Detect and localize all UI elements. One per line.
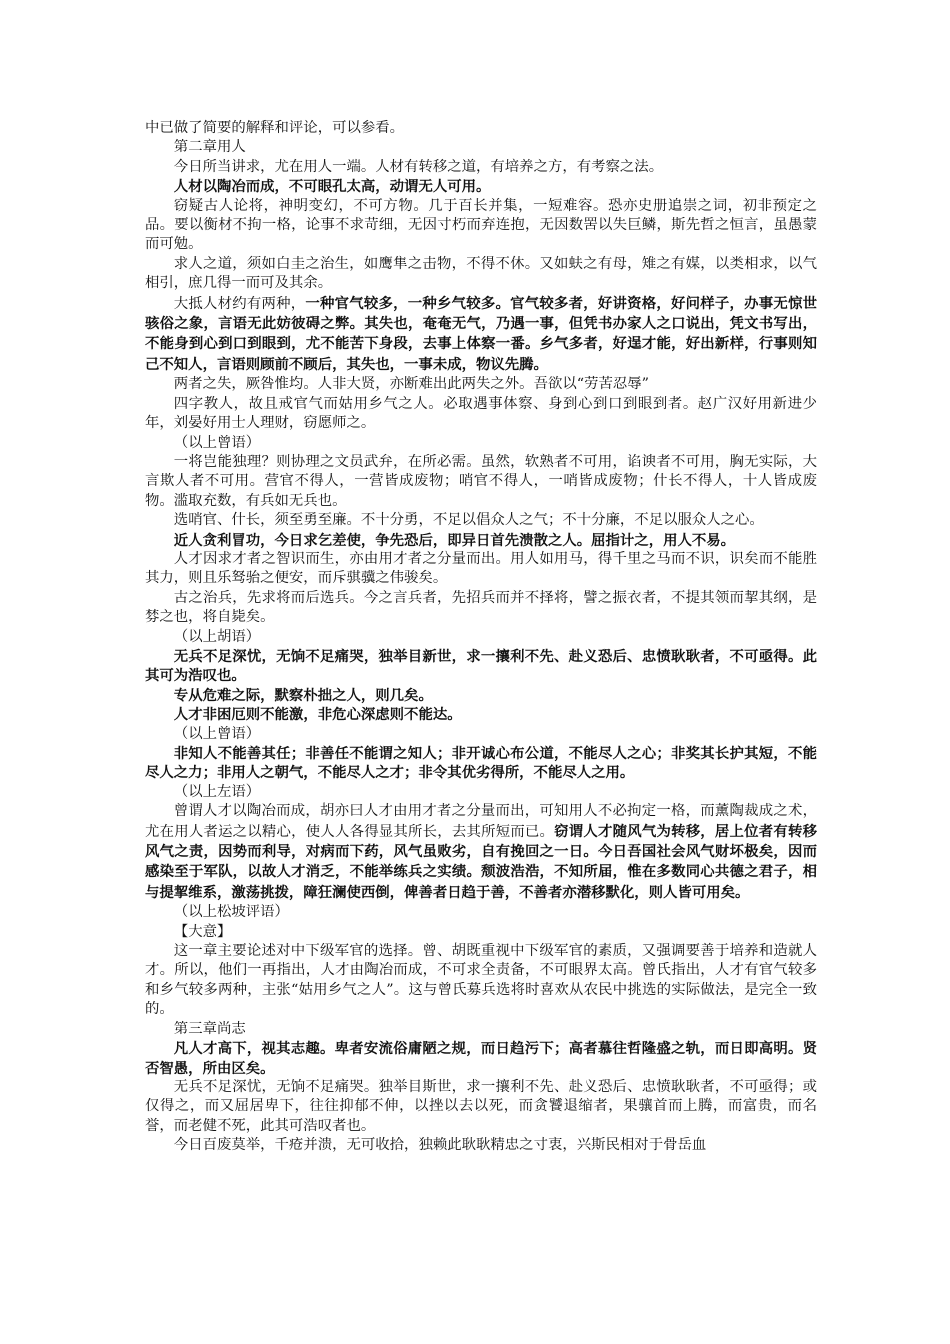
paragraph: 选哨官、什长，须至勇至廉。不十分勇，不足以倡众人之气；不十分廉，不足以服众人之心。 <box>173 512 764 529</box>
paragraph: 两者之失，厥咎惟均。人非大贤，亦断难出此两失之外。吾欲以“劳苦忍辱” <box>173 376 650 393</box>
paragraph: 凡人才高下，视其志趣。卑者安流俗庸陋之规，而日趋污下；高者慕往哲隆盛之轨，而日即高明。贤否智愚，所由区矣。 <box>145 1040 817 1077</box>
paragraph-segment: 一种官气较多，一种乡气较多。官气较多者，好讲资格，好问样子，办事无惊世骇俗之象，言语无此妨彼碍之弊。其失也，奄奄无气，乃遇一事，但凭书办家人之口说出，凭文书写出，不能身到心到口到眼到，尤不能苦下身段，去事上体察一番。乡气多者，好逞才能，好出新样，行事则知己不知人，言语则顾前不顾后，其失也，一事未成，物议先腾。 <box>145 294 817 373</box>
paragraph: 这一章主要论述对中下级军官的选择。曾、胡既重视中下级军官的素质，又强调要善于培养和造就人才。所以，他们一再指出，人才由陶冶而成，不可求全责备，不可眼界太高。曾氏指出，人才有官气较多和乡气较多两种，主张“姑用乡气之人”。这与曾氏募兵选将时喜欢从农民中挑选的实际做法，是完全一致的。 <box>145 943 817 1018</box>
paragraph: （以上曾语） <box>173 725 261 742</box>
paragraph: 人才因求才者之智识而生，亦由用才者之分量而出。用人如用马，得千里之马而不识，识矣而不能胜其力，则且乐驽骀之便安，而斥骐骥之伟骏矣。 <box>145 550 817 587</box>
paragraph: 近人贪利冒功，今日求乞差使，争先恐后，即异日首先溃散之人。屈指计之，用人不易。 <box>173 531 736 549</box>
paragraph: 【大意】 <box>173 923 232 940</box>
paragraph: 专从危难之际，默察朴拙之人，则几矣。 <box>173 686 433 704</box>
paragraph: 中已做了简要的解释和评论，可以参看。 <box>145 120 405 136</box>
paragraph <box>145 802 817 903</box>
paragraph: 古之治兵，先求将而后选兵。今之言兵者，先招兵而并不择将，譬之振衣者，不提其领而挈其纲，是棼之也，将自毙矣。 <box>145 589 817 626</box>
paragraph: 非知人不能善其任；非善任不能谓之知人；非开诚心布公道，不能尽人之心；非奖其长护其短，不能尽人之力；非用人之朝气，不能尽人之才；非令其优劣得所，不能尽人之用。 <box>145 745 817 782</box>
paragraph: （以上左语） <box>173 783 261 800</box>
paragraph: 求人之道，须如白圭之治生，如鹰隼之击物，不得不休。又如蚨之有母，雉之有媒，以类相求，以气相引，庶几得一而可及其余。 <box>145 255 817 292</box>
paragraph: （以上胡语） <box>173 628 261 645</box>
paragraph: 人才非困厄则不能激，非危心深虑则不能达。 <box>173 706 462 724</box>
paragraph-segment: 大抵人材约有两种， <box>173 295 306 312</box>
paragraph: 第三章尚志 <box>173 1020 246 1037</box>
paragraph: 无兵不足深忧，无饷不足痛哭。独举目斯世，求一攘利不先、赴义恐后、忠愤耿耿者，不可亟得；或仅得之，而又屈居卑下，往往抑郁不伸，以挫以去以死，而贪饕退缩者，果骧首而上腾，而富贵，而名誉，而老健不死，此其可浩叹者也。 <box>145 1078 817 1134</box>
document-page <box>145 119 817 1156</box>
paragraph: 人材以陶冶而成，不可眼孔太高，动谓无人可用。 <box>173 178 491 196</box>
paragraph-segment: 曾谓人才以陶冶而成，胡亦曰人才由用才者之分量而出，可知用人不必拘定一格，而薰陶裁成之术，尤在用人者运之以精心，使人人各得显其所长，去其所短而已。 <box>145 803 817 840</box>
paragraph-segment: 窃谓人才随风气为转移，居上位者有转移风气之责，因势而利导，对病而下药，风气虽败劣，自有挽回之一日。今日吾国社会风气财坏极矣，因而感染至于军队，以故人才消乏，不能举练兵之实绩。颓波浩浩，不知所届，惟在多数同心共德之君子，相与提挈维系，激荡挑拨，障狂澜使西倒，俾善者日趋于善，不善者亦潜移默化，则人皆可用矣。 <box>145 822 817 901</box>
paragraph <box>145 294 817 376</box>
paragraph: 今日百废莫举，千疮并溃，无可收拾，独赖此耿耿精忠之寸衷，兴斯民相对于骨岳血 <box>173 1137 707 1154</box>
paragraph: 今日所当讲求，尤在用人一端。人材有转移之道，有培养之方，有考察之法。 <box>173 158 664 175</box>
paragraph: （以上曾语） <box>173 434 261 451</box>
paragraph: 四字教人，故且戒官气而姑用乡气之人。必取遇事体察、身到心到口到眼到者。赵广汉好用新进少年，刘晏好用士人理财，窃愿师之。 <box>145 395 817 432</box>
paragraph: 无兵不足深忧，无饷不足痛哭，独举目新世，求一攘利不先、赴义恐后、忠愤耿耿者，不可亟得。此其可为浩叹也。 <box>145 647 817 685</box>
paragraph: 第二章用人 <box>173 139 246 156</box>
paragraph: （以上松坡评语） <box>173 904 289 921</box>
paragraph: 窃疑古人论将，神明变幻，不可方物。几于百长并集，一短难容。恐亦史册追崇之词，初非预定之品。要以衡材不拘一格，论事不求苛细，无因寸朽而弃连抱，无因数罟以失巨鳞，斯先哲之恒言，虽愚蒙而可勉。 <box>145 197 817 253</box>
paragraph: 一将岂能独理？则协理之文员武弁，在所必需。虽然，软熟者不可用，谄谀者不可用，胸无实际，大言欺人者不可用。营官不得人，一营皆成废物；哨官不得人，一哨皆成废物；什长不得人，十人皆成废物。滥取充数，有兵如无兵也。 <box>145 453 817 509</box>
